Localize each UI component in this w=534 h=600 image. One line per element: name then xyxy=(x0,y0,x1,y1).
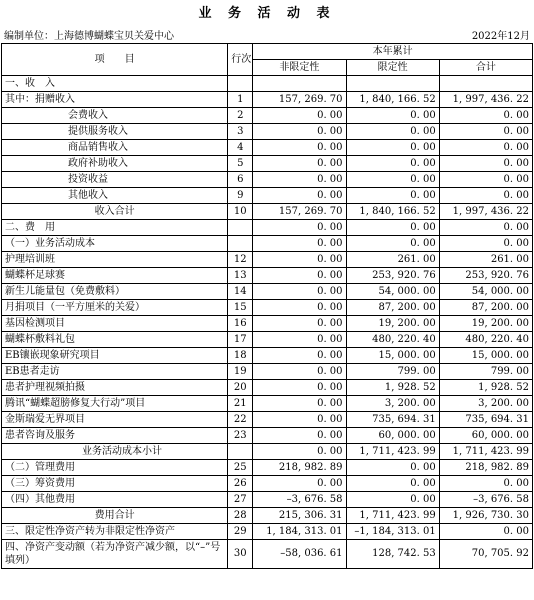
table-row xyxy=(2,236,533,252)
row-seq: 16 xyxy=(228,316,253,332)
table-row xyxy=(2,476,533,492)
row-name: 金斯瑞爱无界项目 xyxy=(2,412,228,428)
row-restricted: 1, 711, 423. 99 xyxy=(346,508,439,524)
row-total: 218, 982. 89 xyxy=(439,460,532,476)
table-row xyxy=(2,124,533,140)
table-row xyxy=(2,284,533,300)
row-total: 0. 00 xyxy=(439,124,532,140)
row-name: 业务活动成本小计 xyxy=(2,444,228,460)
row-total: 1, 711, 423. 99 xyxy=(439,444,532,460)
table-row xyxy=(2,444,533,460)
row-seq: 28 xyxy=(228,508,253,524)
row-unrestricted: 0. 00 xyxy=(253,396,346,412)
table-row xyxy=(2,300,533,316)
row-total: 70, 705. 92 xyxy=(439,540,532,569)
header-row-1 xyxy=(2,44,533,60)
row-total: 1, 926, 730. 30 xyxy=(439,508,532,524)
row-seq: 19 xyxy=(228,364,253,380)
row-name: 月捐项目（一平方厘米的关爱） xyxy=(2,300,228,316)
row-seq: 10 xyxy=(228,204,253,220)
row-restricted: 54, 000. 00 xyxy=(346,284,439,300)
row-total: 0. 00 xyxy=(439,524,532,540)
row-name: （一）业务活动成本 xyxy=(2,236,228,252)
row-restricted: 0. 00 xyxy=(346,172,439,188)
table-row xyxy=(2,380,533,396)
row-seq: 18 xyxy=(228,348,253,364)
row-unrestricted: 0. 00 xyxy=(253,140,346,156)
row-seq: 12 xyxy=(228,252,253,268)
table-row xyxy=(2,316,533,332)
row-name: 四、净资产变动额（若为净资产减少额，以“–”号填列） xyxy=(2,540,228,569)
row-seq: 9 xyxy=(228,188,253,204)
row-restricted: 253, 920. 76 xyxy=(346,268,439,284)
row-name: 新生儿能量包（免费敷料） xyxy=(2,284,228,300)
row-name: 其他收入 xyxy=(2,188,228,204)
table-row xyxy=(2,540,533,569)
row-restricted: 15, 000. 00 xyxy=(346,348,439,364)
row-name: 一、收 入 xyxy=(2,76,228,92)
row-total: 0. 00 xyxy=(439,140,532,156)
row-total: 1, 997, 436. 22 xyxy=(439,92,532,108)
row-name: 三、限定性净资产转为非限定性净资产 xyxy=(2,524,228,540)
row-unrestricted: 0. 00 xyxy=(253,444,346,460)
row-name: 会费收入 xyxy=(2,108,228,124)
row-restricted: 0. 00 xyxy=(346,188,439,204)
row-total: 253, 920. 76 xyxy=(439,268,532,284)
row-seq xyxy=(228,76,253,92)
row-restricted: 19, 200. 00 xyxy=(346,316,439,332)
table-row xyxy=(2,108,533,124)
row-seq: 15 xyxy=(228,300,253,316)
row-total: 0. 00 xyxy=(439,476,532,492)
row-restricted: 0. 00 xyxy=(346,220,439,236)
row-seq: 6 xyxy=(228,172,253,188)
row-name: 基因检测项目 xyxy=(2,316,228,332)
row-total: 735, 694. 31 xyxy=(439,412,532,428)
row-unrestricted: 0. 00 xyxy=(253,380,346,396)
row-unrestricted: 0. 00 xyxy=(253,236,346,252)
row-unrestricted: 0. 00 xyxy=(253,172,346,188)
table-body xyxy=(2,76,533,569)
row-seq: 26 xyxy=(228,476,253,492)
row-seq: 17 xyxy=(228,332,253,348)
row-restricted: 87, 200. 00 xyxy=(346,300,439,316)
row-total: 480, 220. 40 xyxy=(439,332,532,348)
report-meta xyxy=(4,27,530,41)
row-unrestricted: 0. 00 xyxy=(253,188,346,204)
row-restricted: 0. 00 xyxy=(346,124,439,140)
row-unrestricted xyxy=(253,76,346,92)
table-row xyxy=(2,172,533,188)
table-row xyxy=(2,156,533,172)
row-unrestricted: 157, 269. 70 xyxy=(253,92,346,108)
header-total: 合计 xyxy=(439,60,532,76)
row-seq: 30 xyxy=(228,540,253,569)
row-name: EB镶嵌现象研究项目 xyxy=(2,348,228,364)
row-total: 0. 00 xyxy=(439,172,532,188)
row-unrestricted: 0. 00 xyxy=(253,124,346,140)
row-total: 0. 00 xyxy=(439,188,532,204)
row-unrestricted: 0. 00 xyxy=(253,108,346,124)
row-name: （四）其他费用 xyxy=(2,492,228,508)
table-row xyxy=(2,460,533,476)
row-unrestricted: 218, 982. 89 xyxy=(253,460,346,476)
row-name: 患者护理视频拍摄 xyxy=(2,380,228,396)
table-row xyxy=(2,332,533,348)
row-name: 其中：捐赠收入 xyxy=(2,92,228,108)
row-unrestricted: 0. 00 xyxy=(253,156,346,172)
row-restricted: 1, 711, 423. 99 xyxy=(346,444,439,460)
row-seq: 29 xyxy=(228,524,253,540)
row-restricted: 60, 000. 00 xyxy=(346,428,439,444)
report-period: 2022年12月 xyxy=(471,31,530,42)
table-row xyxy=(2,76,533,92)
table-row xyxy=(2,220,533,236)
row-seq: 27 xyxy=(228,492,253,508)
row-total: 15, 000. 00 xyxy=(439,348,532,364)
row-unrestricted: 0. 00 xyxy=(253,316,346,332)
row-unrestricted: 0. 00 xyxy=(253,332,346,348)
row-seq: 14 xyxy=(228,284,253,300)
row-unrestricted: 0. 00 xyxy=(253,220,346,236)
row-total: 0. 00 xyxy=(439,108,532,124)
header-unrestricted: 非限定性 xyxy=(253,60,346,76)
row-seq: 1 xyxy=(228,92,253,108)
header-item: 项 目 xyxy=(2,44,228,76)
row-seq xyxy=(228,236,253,252)
row-restricted: 1, 840, 166. 52 xyxy=(346,92,439,108)
row-unrestricted: 1, 184, 313. 01 xyxy=(253,524,346,540)
row-unrestricted: 0. 00 xyxy=(253,412,346,428)
row-name: 收入合计 xyxy=(2,204,228,220)
row-total: 87, 200. 00 xyxy=(439,300,532,316)
header-seq: 行次 xyxy=(228,44,253,76)
table-row xyxy=(2,364,533,380)
row-seq xyxy=(228,444,253,460)
row-name: 患者咨询及服务 xyxy=(2,428,228,444)
row-restricted: 261. 00 xyxy=(346,252,439,268)
row-total: 0. 00 xyxy=(439,220,532,236)
row-total: 54, 000. 00 xyxy=(439,284,532,300)
row-restricted: 0. 00 xyxy=(346,108,439,124)
row-name: 商品销售收入 xyxy=(2,140,228,156)
table-row xyxy=(2,508,533,524)
row-unrestricted: –58, 036. 61 xyxy=(253,540,346,569)
row-unrestricted: 157, 269. 70 xyxy=(253,204,346,220)
row-name: 蝴蝶杯足球赛 xyxy=(2,268,228,284)
row-name: 蝴蝶杯敷料礼包 xyxy=(2,332,228,348)
row-unrestricted: 0. 00 xyxy=(253,268,346,284)
row-restricted: 128, 742. 53 xyxy=(346,540,439,569)
row-unrestricted: 0. 00 xyxy=(253,428,346,444)
row-seq xyxy=(228,220,253,236)
row-total: 19, 200. 00 xyxy=(439,316,532,332)
table-row xyxy=(2,412,533,428)
row-total xyxy=(439,76,532,92)
table-row xyxy=(2,188,533,204)
row-seq: 21 xyxy=(228,396,253,412)
row-total: 3, 200. 00 xyxy=(439,396,532,412)
table-row xyxy=(2,252,533,268)
row-total: 799. 00 xyxy=(439,364,532,380)
row-name: 护理培训班 xyxy=(2,252,228,268)
row-name: 政府补助收入 xyxy=(2,156,228,172)
org-label: 编制单位：上海德博蝴蝶宝贝关爱中心 xyxy=(4,31,174,42)
row-unrestricted: 0. 00 xyxy=(253,284,346,300)
row-seq: 3 xyxy=(228,124,253,140)
table-row xyxy=(2,428,533,444)
row-restricted: 0. 00 xyxy=(346,156,439,172)
row-seq: 2 xyxy=(228,108,253,124)
row-unrestricted: 0. 00 xyxy=(253,348,346,364)
row-restricted: 799. 00 xyxy=(346,364,439,380)
table-row xyxy=(2,348,533,364)
table-row xyxy=(2,140,533,156)
row-seq: 13 xyxy=(228,268,253,284)
row-total: 1, 997, 436. 22 xyxy=(439,204,532,220)
row-restricted: 1, 928. 52 xyxy=(346,380,439,396)
table-row xyxy=(2,92,533,108)
row-name: 腾讯“蝴蝶超膀修复大行动”项目 xyxy=(2,396,228,412)
row-unrestricted: 0. 00 xyxy=(253,476,346,492)
row-seq: 20 xyxy=(228,380,253,396)
row-seq: 5 xyxy=(228,156,253,172)
row-restricted: 735, 694. 31 xyxy=(346,412,439,428)
table-row xyxy=(2,524,533,540)
row-restricted: 0. 00 xyxy=(346,476,439,492)
row-restricted: 3, 200. 00 xyxy=(346,396,439,412)
row-name: （二）管理费用 xyxy=(2,460,228,476)
row-name: 二、费 用 xyxy=(2,220,228,236)
row-restricted: 0. 00 xyxy=(346,236,439,252)
row-seq: 4 xyxy=(228,140,253,156)
row-name: （三）筹资费用 xyxy=(2,476,228,492)
row-total: 261. 00 xyxy=(439,252,532,268)
row-restricted: 0. 00 xyxy=(346,492,439,508)
row-restricted xyxy=(346,76,439,92)
row-restricted: 1, 840, 166. 52 xyxy=(346,204,439,220)
row-total: 60, 000. 00 xyxy=(439,428,532,444)
row-unrestricted: 0. 00 xyxy=(253,252,346,268)
row-restricted: –1, 184, 313. 01 xyxy=(346,524,439,540)
row-total: 0. 00 xyxy=(439,156,532,172)
row-restricted: 480, 220. 40 xyxy=(346,332,439,348)
row-name: 提供服务收入 xyxy=(2,124,228,140)
row-total: 1, 928. 52 xyxy=(439,380,532,396)
header-restricted: 限定性 xyxy=(346,60,439,76)
row-total: 0. 00 xyxy=(439,236,532,252)
row-unrestricted: 215, 306. 31 xyxy=(253,508,346,524)
row-seq: 22 xyxy=(228,412,253,428)
row-restricted: 0. 00 xyxy=(346,140,439,156)
row-total: –3, 676. 58 xyxy=(439,492,532,508)
row-seq: 25 xyxy=(228,460,253,476)
report-title: 业 务 活 动 表 xyxy=(198,6,336,21)
row-name: 投资收益 xyxy=(2,172,228,188)
row-name: 费用合计 xyxy=(2,508,228,524)
header-year-total: 本年累计 xyxy=(253,44,533,60)
activity-table xyxy=(1,43,533,569)
row-unrestricted: –3, 676. 58 xyxy=(253,492,346,508)
row-restricted: 0. 00 xyxy=(346,460,439,476)
table-row xyxy=(2,204,533,220)
row-unrestricted: 0. 00 xyxy=(253,364,346,380)
row-seq: 23 xyxy=(228,428,253,444)
table-row xyxy=(2,492,533,508)
row-unrestricted: 0. 00 xyxy=(253,300,346,316)
row-name: EB患者走访 xyxy=(2,364,228,380)
table-row xyxy=(2,396,533,412)
table-row xyxy=(2,268,533,284)
